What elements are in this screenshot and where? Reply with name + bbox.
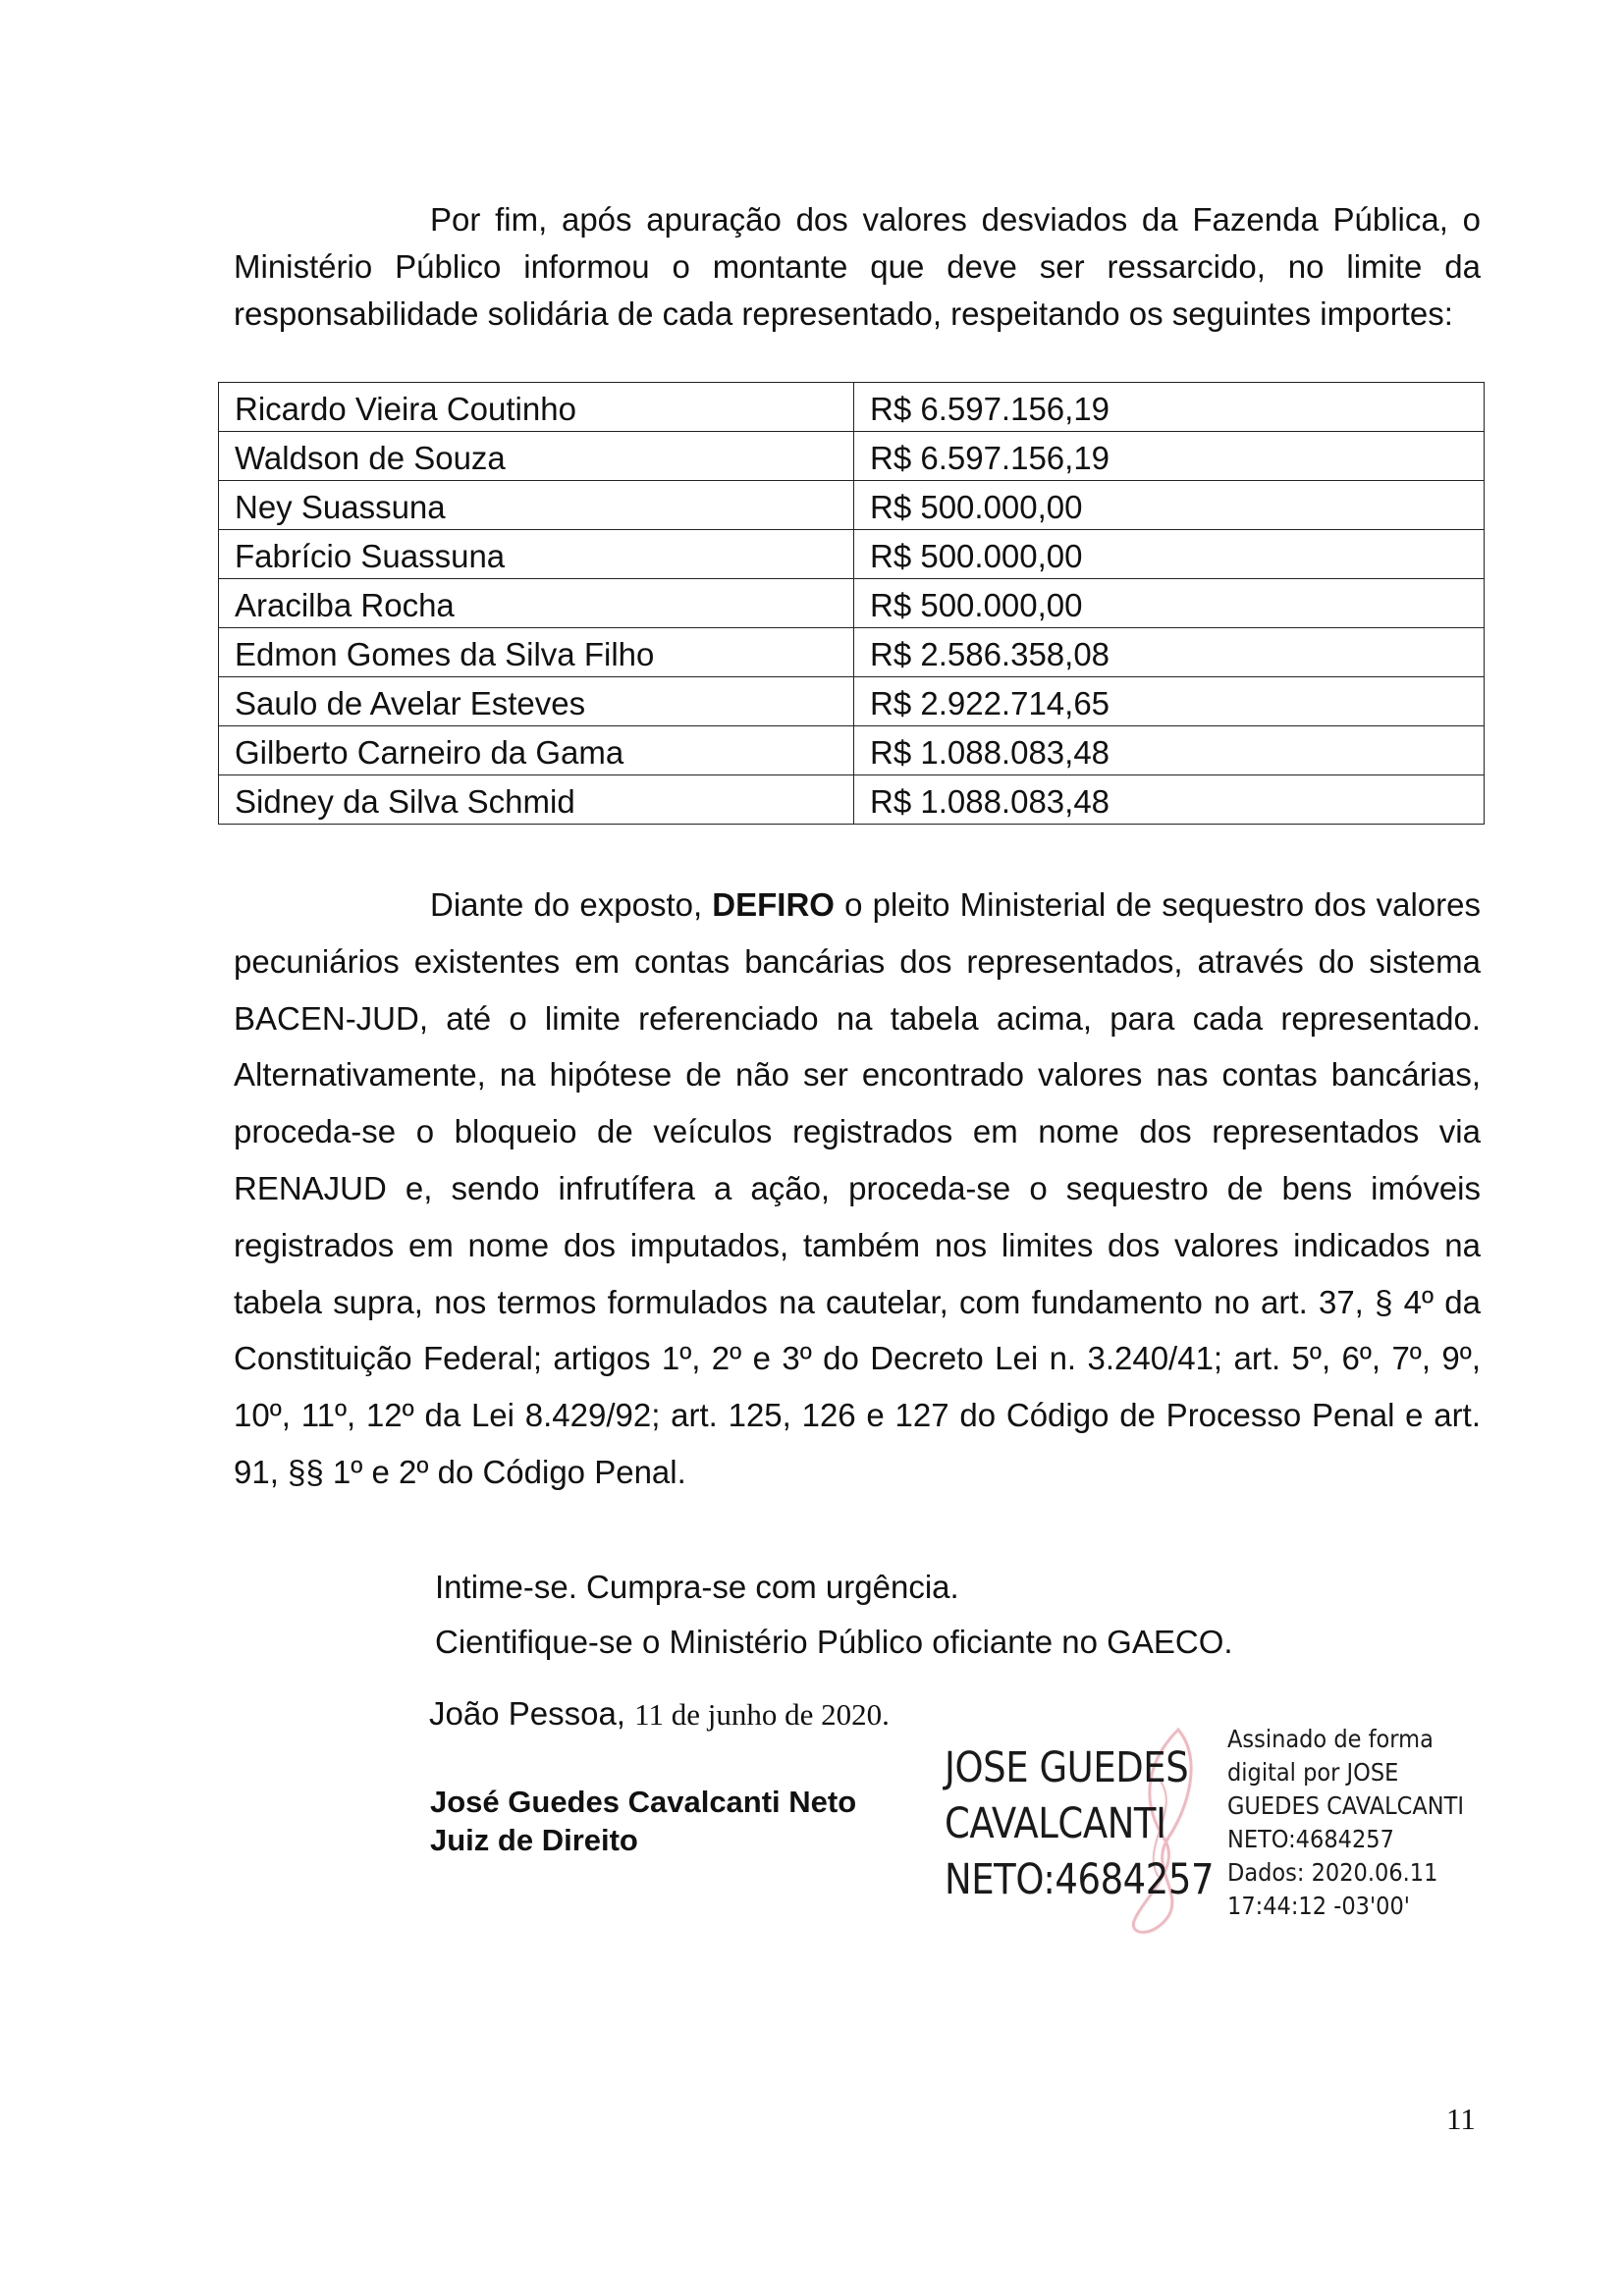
decision-paragraph — [234, 877, 1481, 1501]
table-row — [219, 726, 1485, 775]
signature-detail-line: GUEDES CAVALCANTI — [1227, 1791, 1464, 1820]
table-row — [219, 432, 1485, 481]
signature-detail-line: digital por JOSE — [1227, 1758, 1399, 1787]
amount-value: R$ 2.586.358,08 — [854, 628, 1485, 677]
decision-emphasis: DEFIRO — [712, 886, 835, 923]
amount-value: R$ 500.000,00 — [854, 530, 1485, 579]
intro-text: Por fim, após apuração dos valores desviados da Fazenda Pública, o Ministério Público informou o montante que deve ser ressarcido, no limite da responsabilidade solidária de cada representado, respeitando os seguintes importes: — [234, 201, 1481, 332]
decision-lead: Diante do exposto, — [430, 886, 703, 923]
representative-name: Fabrício Suassuna — [219, 530, 854, 579]
representative-name: Waldson de Souza — [219, 432, 854, 481]
intime-line: Intime-se. Cumpra-se com urgência. — [435, 1569, 959, 1605]
representative-name: Aracilba Rocha — [219, 579, 854, 628]
decision-text: o pleito Ministerial de sequestro dos valores pecuniários existentes em contas bancárias dos representados, através do sistema BACEN-JUD, até o limite referenciado na tabela acima, para cada representado. Alternativamente, na hipótese de não ser encontrado valores nas contas bancárias, proceda-se o bloqueio de veículos registrados em nome dos representados via RENAJUD e, sendo infrutífera a ação, proceda-se o sequestro de bens imóveis registrados em nome dos imputados, também nos limites dos valores indicados na tabela supra, nos termos formulados na cautelar, com fundamento no art. 37, § 4º da Constituição Federal; artigos 1º, 2º e 3º do Decreto Lei n. 3.240/41; art. 5º, 6º, 7º, 9º, 10º, 11º, 12º da Lei 8.429/92; art. 125, 126 e 127 do Código de Processo Penal e art. 91, §§ 1º e 2º do Código Penal. — [234, 886, 1481, 1490]
signature-detail-line: Assinado de forma — [1227, 1725, 1434, 1753]
signature-name-line: CAVALCANTI — [945, 1799, 1166, 1848]
representative-name: Sidney da Silva Schmid — [219, 775, 854, 825]
amount-value: R$ 500.000,00 — [854, 579, 1485, 628]
page-number: 11 — [1446, 2102, 1476, 2136]
amount-value: R$ 1.088.083,48 — [854, 726, 1485, 775]
table-row — [219, 579, 1485, 628]
table-row — [219, 530, 1485, 579]
amount-value: R$ 2.922.714,65 — [854, 677, 1485, 726]
amount-value: R$ 1.088.083,48 — [854, 775, 1485, 825]
representative-name: Edmon Gomes da Silva Filho — [219, 628, 854, 677]
signature-detail-line: 17:44:12 -03'00' — [1227, 1892, 1410, 1920]
intro-paragraph — [234, 196, 1481, 338]
amount-value: R$ 6.597.156,19 — [854, 432, 1485, 481]
date: 11 de junho de 2020. — [634, 1697, 890, 1732]
judge-role: Juiz de Direito — [430, 1823, 638, 1857]
amount-value: R$ 500.000,00 — [854, 481, 1485, 530]
table-row — [219, 481, 1485, 530]
signature-detail-line: NETO:4684257 — [1227, 1825, 1394, 1853]
representative-name: Saulo de Avelar Esteves — [219, 677, 854, 726]
place-date-line — [429, 1695, 890, 1733]
table-row — [219, 628, 1485, 677]
table-row — [219, 383, 1485, 432]
table-row — [219, 677, 1485, 726]
representative-name: Ney Suassuna — [219, 481, 854, 530]
cientifique-line: Cientifique-se o Ministério Público oficiante no GAECO. — [435, 1624, 1233, 1660]
representative-name: Ricardo Vieira Coutinho — [219, 383, 854, 432]
amount-value: R$ 6.597.156,19 — [854, 383, 1485, 432]
signature-detail-line: Dados: 2020.06.11 — [1227, 1858, 1438, 1887]
table-row — [219, 775, 1485, 825]
values-table — [218, 382, 1485, 825]
representative-name: Gilberto Carneiro da Gama — [219, 726, 854, 775]
judge-name: José Guedes Cavalcanti Neto — [430, 1785, 857, 1819]
signature-name-line: JOSE GUEDES — [945, 1743, 1189, 1792]
signature-name-line: NETO:4684257 — [945, 1855, 1215, 1904]
place: João Pessoa, — [429, 1695, 625, 1732]
